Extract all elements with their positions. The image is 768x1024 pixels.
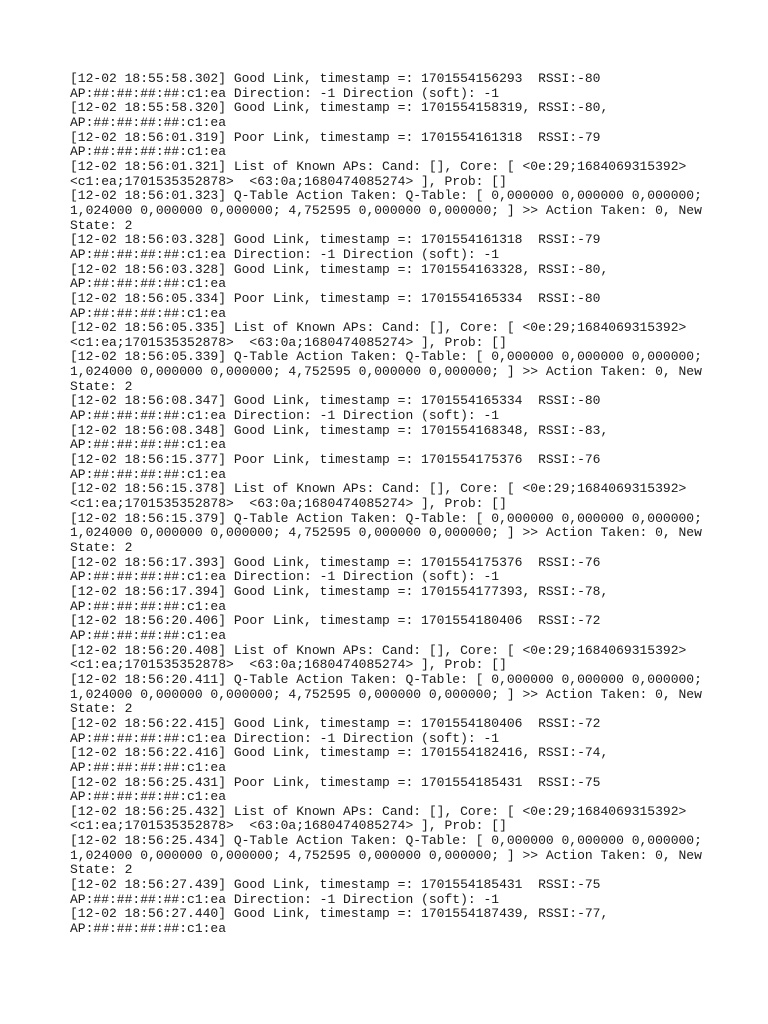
log-line: AP:##:##:##:##:c1:ea bbox=[70, 921, 227, 937]
log-line: [12-02 18:56:27.440] Good Link, timestamp =: 1701554187439, RSSI:-77, bbox=[70, 906, 609, 922]
log-line: [12-02 18:56:22.415] Good Link, timestamp =: 1701554180406 RSSI:-72 bbox=[70, 715, 601, 731]
log-line: AP:##:##:##:##:c1:ea bbox=[70, 114, 227, 130]
log-line: [12-02 18:56:17.393] Good Link, timestamp =: 1701554175376 RSSI:-76 bbox=[70, 554, 601, 570]
log-line: AP:##:##:##:##:c1:ea bbox=[70, 789, 227, 805]
log-line: 1,024000 0,000000 0,000000; 4,752595 0,000000 0,000000; ] >> Action Taken: 0, New bbox=[70, 525, 702, 541]
log-line: [12-02 18:56:22.416] Good Link, timestamp =: 1701554182416, RSSI:-74, bbox=[70, 745, 609, 761]
log-line: [12-02 18:56:25.434] Q-Table Action Taken: Q-Table: [ 0,000000 0,000000 0,000000; bbox=[70, 833, 702, 849]
log-line: <c1:ea;1701535352878> <63:0a;1680474085274> ], Prob: [] bbox=[70, 818, 507, 834]
log-line: AP:##:##:##:##:c1:ea Direction: -1 Direction (soft): -1 bbox=[70, 569, 500, 585]
log-line: <c1:ea;1701535352878> <63:0a;1680474085274> ], Prob: [] bbox=[70, 496, 507, 512]
log-line: [12-02 18:56:03.328] Good Link, timestamp =: 1701554161318 RSSI:-79 bbox=[70, 232, 601, 248]
log-line: [12-02 18:56:25.432] List of Known APs: Cand: [], Core: [ <0e:29;1684069315392> bbox=[70, 803, 687, 819]
log-line: 1,024000 0,000000 0,000000; 4,752595 0,000000 0,000000; ] >> Action Taken: 0, New bbox=[70, 364, 702, 380]
log-line: State: 2 bbox=[70, 862, 133, 878]
log-document bbox=[70, 71, 702, 937]
log-line: AP:##:##:##:##:c1:ea Direction: -1 Direction (soft): -1 bbox=[70, 408, 500, 424]
log-line: [12-02 18:56:20.408] List of Known APs: Cand: [], Core: [ <0e:29;1684069315392> bbox=[70, 642, 687, 658]
log-line: AP:##:##:##:##:c1:ea bbox=[70, 466, 227, 482]
log-line: [12-02 18:56:17.394] Good Link, timestamp =: 1701554177393, RSSI:-78, bbox=[70, 583, 609, 599]
log-line: <c1:ea;1701535352878> <63:0a;1680474085274> ], Prob: [] bbox=[70, 657, 507, 673]
log-line: [12-02 18:56:15.379] Q-Table Action Taken: Q-Table: [ 0,000000 0,000000 0,000000; bbox=[70, 510, 702, 526]
log-line: AP:##:##:##:##:c1:ea bbox=[70, 276, 227, 292]
log-line: [12-02 18:56:05.334] Poor Link, timestamp =: 1701554165334 RSSI:-80 bbox=[70, 290, 601, 306]
log-line: [12-02 18:56:20.406] Poor Link, timestamp =: 1701554180406 RSSI:-72 bbox=[70, 613, 601, 629]
log-line: AP:##:##:##:##:c1:ea bbox=[70, 144, 227, 160]
log-line: 1,024000 0,000000 0,000000; 4,752595 0,000000 0,000000; ] >> Action Taken: 0, New bbox=[70, 847, 702, 863]
log-line: 1,024000 0,000000 0,000000; 4,752595 0,000000 0,000000; ] >> Action Taken: 0, New bbox=[70, 686, 702, 702]
log-line: [12-02 18:56:25.431] Poor Link, timestamp =: 1701554185431 RSSI:-75 bbox=[70, 774, 601, 790]
log-line: AP:##:##:##:##:c1:ea Direction: -1 Direction (soft): -1 bbox=[70, 891, 500, 907]
log-line: <c1:ea;1701535352878> <63:0a;1680474085274> ], Prob: [] bbox=[70, 173, 507, 189]
log-line: 1,024000 0,000000 0,000000; 4,752595 0,000000 0,000000; ] >> Action Taken: 0, New bbox=[70, 202, 702, 218]
log-line: [12-02 18:56:15.378] List of Known APs: Cand: [], Core: [ <0e:29;1684069315392> bbox=[70, 481, 687, 497]
log-line: [12-02 18:56:15.377] Poor Link, timestamp =: 1701554175376 RSSI:-76 bbox=[70, 452, 601, 468]
log-line: [12-02 18:56:05.335] List of Known APs: Cand: [], Core: [ <0e:29;1684069315392> bbox=[70, 320, 687, 336]
log-line: [12-02 18:55:58.320] Good Link, timestamp =: 1701554158319, RSSI:-80, bbox=[70, 100, 609, 116]
log-line: [12-02 18:56:01.319] Poor Link, timestamp =: 1701554161318 RSSI:-79 bbox=[70, 129, 601, 145]
log-line: [12-02 18:56:01.323] Q-Table Action Taken: Q-Table: [ 0,000000 0,000000 0,000000; bbox=[70, 188, 702, 204]
log-line: [12-02 18:56:20.411] Q-Table Action Taken: Q-Table: [ 0,000000 0,000000 0,000000; bbox=[70, 671, 702, 687]
log-line: [12-02 18:56:08.348] Good Link, timestamp =: 1701554168348, RSSI:-83, bbox=[70, 422, 609, 438]
log-line: AP:##:##:##:##:c1:ea bbox=[70, 437, 227, 453]
log-line: State: 2 bbox=[70, 701, 133, 717]
log-line: AP:##:##:##:##:c1:ea bbox=[70, 598, 227, 614]
log-line: [12-02 18:56:08.347] Good Link, timestamp =: 1701554165334 RSSI:-80 bbox=[70, 393, 601, 409]
log-line: <c1:ea;1701535352878> <63:0a;1680474085274> ], Prob: [] bbox=[70, 334, 507, 350]
log-line: [12-02 18:56:27.439] Good Link, timestamp =: 1701554185431 RSSI:-75 bbox=[70, 877, 601, 893]
log-line: AP:##:##:##:##:c1:ea Direction: -1 Direction (soft): -1 bbox=[70, 730, 500, 746]
log-line: State: 2 bbox=[70, 378, 133, 394]
log-line: AP:##:##:##:##:c1:ea Direction: -1 Direction (soft): -1 bbox=[70, 85, 500, 101]
log-line: State: 2 bbox=[70, 217, 133, 233]
log-line: [12-02 18:55:58.302] Good Link, timestamp =: 1701554156293 RSSI:-80 bbox=[70, 71, 601, 86]
log-line: AP:##:##:##:##:c1:ea Direction: -1 Direction (soft): -1 bbox=[70, 246, 500, 262]
log-line: [12-02 18:56:03.328] Good Link, timestamp =: 1701554163328, RSSI:-80, bbox=[70, 261, 609, 277]
log-line: [12-02 18:56:05.339] Q-Table Action Taken: Q-Table: [ 0,000000 0,000000 0,000000; bbox=[70, 349, 702, 365]
log-line: AP:##:##:##:##:c1:ea bbox=[70, 759, 227, 775]
log-line: AP:##:##:##:##:c1:ea bbox=[70, 627, 227, 643]
log-line: [12-02 18:56:01.321] List of Known APs: Cand: [], Core: [ <0e:29;1684069315392> bbox=[70, 158, 687, 174]
log-line: State: 2 bbox=[70, 540, 133, 555]
log-line: AP:##:##:##:##:c1:ea bbox=[70, 305, 227, 321]
